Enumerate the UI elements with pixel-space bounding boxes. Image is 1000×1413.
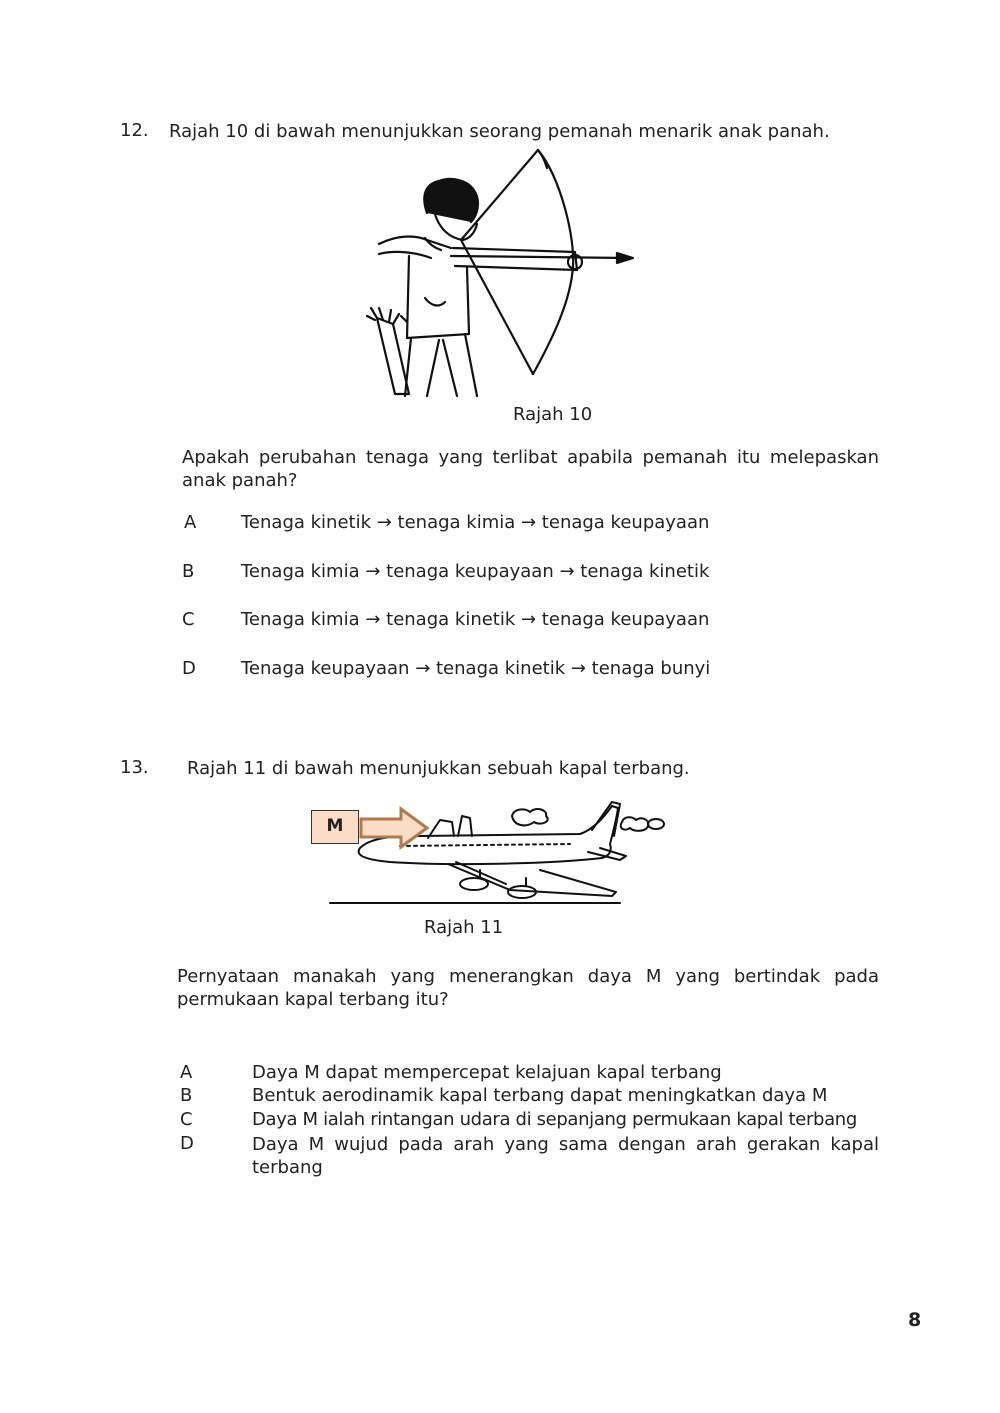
q13-number: 13. bbox=[120, 757, 149, 778]
option-text: Tenaga kinetik → tenaga kimia → tenaga keupayaan bbox=[241, 512, 710, 533]
option-text: Tenaga keupayaan → tenaga kinetik → tenaga bunyi bbox=[241, 658, 711, 679]
option-text: Tenaga kimia → tenaga keupayaan → tenaga kinetik bbox=[241, 561, 710, 582]
option-letter: B bbox=[182, 561, 195, 582]
option-letter: A bbox=[184, 512, 197, 533]
q13-question: Pernyataan manakah yang menerangkan daya M yang bertindak pada permukaan kapal terbang itu? bbox=[177, 966, 879, 1010]
q12-number: 12. bbox=[120, 120, 149, 141]
option-letter: B bbox=[180, 1085, 193, 1106]
q12-question: Apakah perubahan tenaga yang terlibat apabila pemanah itu melepaskan anak panah? bbox=[182, 447, 879, 491]
q13-figure-caption: Rajah 11 bbox=[424, 917, 504, 938]
option-letter: C bbox=[182, 609, 195, 630]
option-text: Daya M ialah rintangan udara di sepanjang permukaan kapal terbang bbox=[252, 1109, 857, 1130]
option-letter: D bbox=[180, 1133, 194, 1154]
q12-figure-caption: Rajah 10 bbox=[513, 404, 593, 425]
q12-stem: Rajah 10 di bawah menunjukkan seorang pemanah menarik anak panah. bbox=[169, 121, 830, 142]
q13-stem: Rajah 11 di bawah menunjukkan sebuah kapal terbang. bbox=[187, 758, 690, 779]
force-label-m: M bbox=[311, 810, 359, 844]
force-m-arrow bbox=[359, 805, 431, 851]
option-letter: C bbox=[180, 1109, 193, 1130]
option-letter: A bbox=[180, 1062, 193, 1083]
option-text: Tenaga kimia → tenaga kinetik → tenaga keupayaan bbox=[241, 609, 710, 630]
option-letter: D bbox=[182, 658, 196, 679]
option-text: Bentuk aerodinamik kapal terbang dapat meningkatkan daya M bbox=[252, 1085, 828, 1106]
page-number: 8 bbox=[908, 1309, 922, 1331]
option-text: Daya M wujud pada arah yang sama dengan arah gerakan kapal terbang bbox=[252, 1134, 879, 1178]
archer-illustration bbox=[365, 148, 645, 398]
option-text: Daya M dapat mempercepat kelajuan kapal terbang bbox=[252, 1062, 722, 1083]
